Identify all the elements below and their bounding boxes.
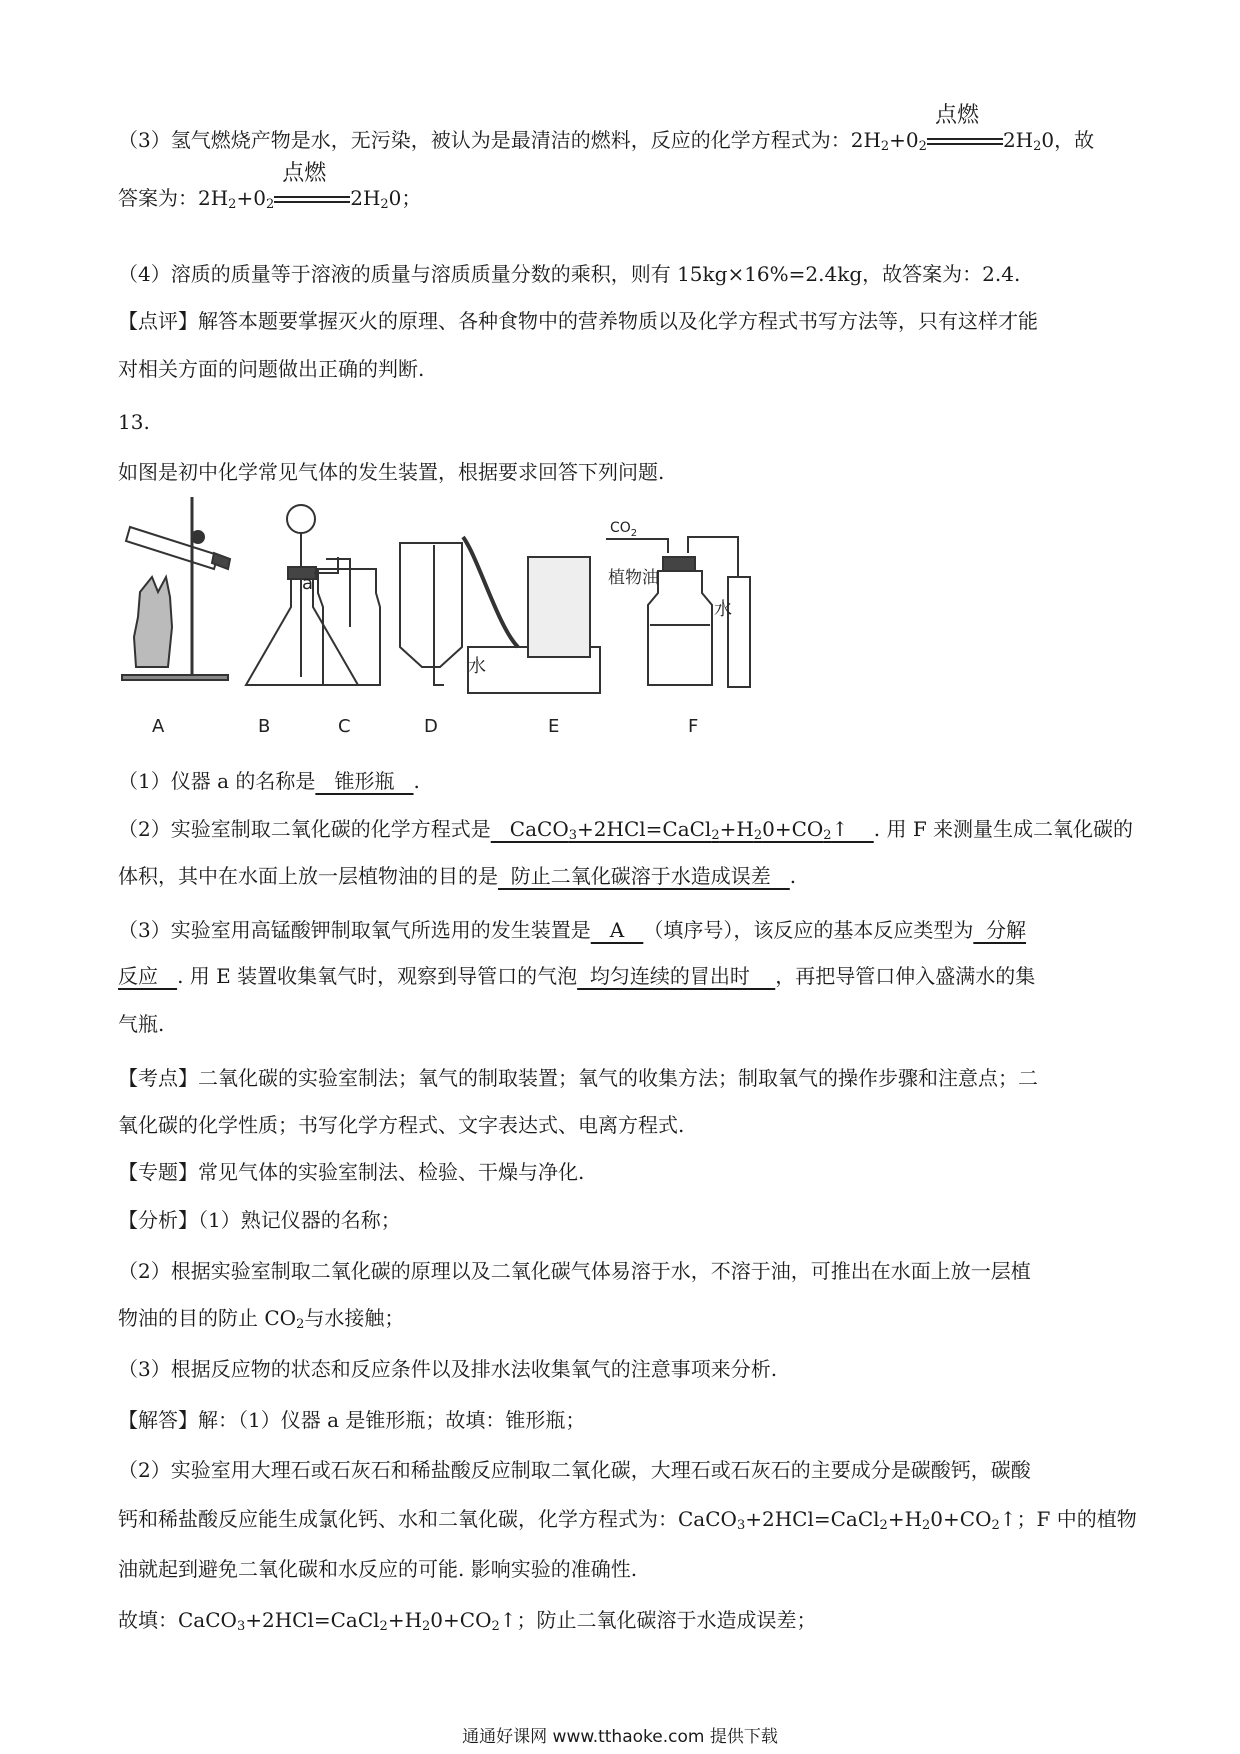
measuring-cylinder <box>728 577 750 687</box>
inverted-bottle <box>400 543 462 667</box>
test-tube <box>126 527 218 569</box>
kaodian-line-1: 【考点】二氧化碳的实验室制法；氧气的制取装置；氧气的收集方法；制取氧气的操作步骤和注意点；二 <box>118 1066 1038 1090</box>
text: 0； <box>388 186 422 210</box>
label-C: C <box>338 716 351 737</box>
label-B: B <box>258 716 271 737</box>
kaodian-line-2: 氧化碳的化学性质；书写化学方程式、文字表达式、电离方程式. <box>118 1113 685 1137</box>
text: 答案为：2H <box>118 186 229 210</box>
text: 0，故 <box>1041 128 1095 152</box>
funnel-bulb <box>287 505 315 533</box>
page-footer: 通通好课网 www.tthaoke.com 提供下载 <box>462 1727 778 1747</box>
label-water-e: 水 <box>468 656 486 677</box>
text: . 用 E 装置收集氧气时，观察到导管口的气泡 <box>177 964 578 988</box>
q1-line <box>118 767 1128 795</box>
q3-line-2 <box>118 962 1128 990</box>
q3-line-3: 气瓶. <box>118 1012 165 1036</box>
text: （3）实验室用高锰酸钾制取氧气所选用的发生装置是 <box>118 918 591 942</box>
q2-line-2 <box>118 862 1128 890</box>
text: 钙和稀盐酸反应能生成氯化钙、水和二氧化碳，化学方程式为：CaCO <box>118 1507 737 1531</box>
f-bottle <box>648 571 712 685</box>
text: （填序号），该反应的基本反应类型为 <box>643 918 974 942</box>
question-number: 13. <box>118 410 150 434</box>
paragraph-hydrogen-combustion <box>118 102 1128 161</box>
label-oil: 植物油 <box>608 568 659 588</box>
jieda-line-4: 油就起到避免二氧化碳和水反应的可能. 影响实验的准确性. <box>118 1557 638 1581</box>
alcohol-lamp <box>134 577 172 667</box>
text: +0 <box>236 186 266 210</box>
question-stem: 如图是初中化学常见气体的发生装置，根据要求回答下列问题. <box>118 460 665 484</box>
label-D: D <box>424 716 438 737</box>
answer: $CaCO_3+2HCl=CaCl_2+H_20+CO_2↑$ <box>490 817 874 843</box>
subscript: 2 <box>1033 139 1042 154</box>
delivery-hose <box>463 537 518 647</box>
answer: 反应 <box>118 964 178 988</box>
text: 物油的目的防止 CO <box>118 1306 297 1330</box>
text: ，再把导管口伸入盛满水的集 <box>775 964 1036 988</box>
subscript: 2 <box>380 197 389 212</box>
label-a: a <box>302 573 314 594</box>
label-water-f: 水 <box>714 599 732 620</box>
text: . <box>413 769 420 793</box>
reaction-condition <box>927 102 1003 156</box>
jieda-line-1: 【解答】解：（1）仪器 a 是锥形瓶；故填：锥形瓶； <box>118 1408 586 1432</box>
subscript: 2 <box>918 139 927 154</box>
subscript: 2 <box>296 1317 305 1332</box>
subscript: 2 <box>880 139 890 154</box>
jieda-line-5: 故填：$CaCO_3+2HCl=CaCl_2+H_20+CO_2↑$；防止二氧化碳溶于水造成误差； <box>118 1608 817 1634</box>
stand-base <box>122 675 228 680</box>
condition-label: 点燃 <box>934 102 979 128</box>
fenxi-line-2: （2）根据实验室制取二氧化碳的原理以及二氧化碳气体易溶于水，不溶于油，可推出在水面上放一层植 <box>118 1259 1031 1283</box>
fenxi-line-4: （3）根据反应物的状态和反应条件以及排水法收集氧气的注意事项来分析. <box>118 1357 778 1381</box>
jieda-line-2: （2）实验室用大理石或石灰石和稀盐酸反应制取二氧化碳，大理石或石灰石的主要成分是碳酸钙，碳酸 <box>118 1458 1031 1482</box>
label-E: E <box>548 716 560 737</box>
gas-apparatus-figure <box>118 497 848 742</box>
text: 与水接触； <box>304 1306 405 1330</box>
answer: 均匀连续的冒出时 <box>577 964 776 988</box>
text: +0 <box>889 128 919 152</box>
answer: 分解 <box>973 918 1027 942</box>
text: . <box>789 864 797 888</box>
co2-tube-in <box>606 539 668 553</box>
label-A: A <box>152 716 165 737</box>
comment-line-1: 【点评】解答本题要掌握灭火的原理、各种食物中的营养物质以及化学方程式书写方法等，只有这样才能 <box>118 309 1038 333</box>
comment-line-2: 对相关方面的问题做出正确的判断. <box>118 357 425 381</box>
jieda-line-3: 钙和稀盐酸反应能生成氯化钙、水和二氧化碳，化学方程式为：$CaCO_3+2HCl=CaCl_2+H_20+CO_2↑$；F 中的植物 <box>118 1507 1137 1533</box>
collection-bottle <box>528 557 590 657</box>
q2-line-1 <box>118 815 1134 850</box>
subscript: 2 <box>228 197 237 212</box>
fenxi-line-1: 【分析】（1）熟记仪器的名称； <box>118 1208 401 1232</box>
paragraph-solute-mass: （4）溶质的质量等于溶液的质量与溶质质量分数的乘积，则有 15kg×16%=2.4kg，故答案为：2.4. <box>118 262 1021 286</box>
text: 体积，其中在水面上放一层植物油的目的是 <box>118 864 498 888</box>
condition-label: 点燃 <box>282 160 327 186</box>
label-F: F <box>688 716 699 737</box>
fenxi-line-3 <box>118 1304 1128 1339</box>
answer: 防止二氧化碳溶于水造成误差 <box>498 864 790 888</box>
text: 2H <box>350 186 381 210</box>
text: （2）实验室制取二氧化碳的化学方程式是 <box>118 817 491 841</box>
answer: A <box>590 918 644 942</box>
zhuanti-line: 【专题】常见气体的实验室制法、检验、干燥与净化. <box>118 1160 585 1184</box>
text: （1）仪器 a 的名称是 <box>118 769 316 793</box>
text: . 用 F 来测量生成二氧化碳的 <box>873 817 1134 841</box>
label-co2: $CO_2$ <box>610 520 638 539</box>
subscript: 2 <box>265 197 275 212</box>
reaction-condition <box>274 160 350 214</box>
text: 故填：CaCO <box>118 1608 237 1632</box>
q3-line-1 <box>118 916 1128 944</box>
text: 2H <box>1002 128 1034 152</box>
clamp <box>192 531 204 543</box>
text: （3）氢气燃烧产物是水，无污染，被认为是最清洁的燃料，反应的化学方程式为：2H <box>118 128 881 152</box>
answer: 锥形瓶 <box>315 769 414 793</box>
paragraph-answer <box>118 160 1128 219</box>
f-stopper <box>663 557 695 571</box>
